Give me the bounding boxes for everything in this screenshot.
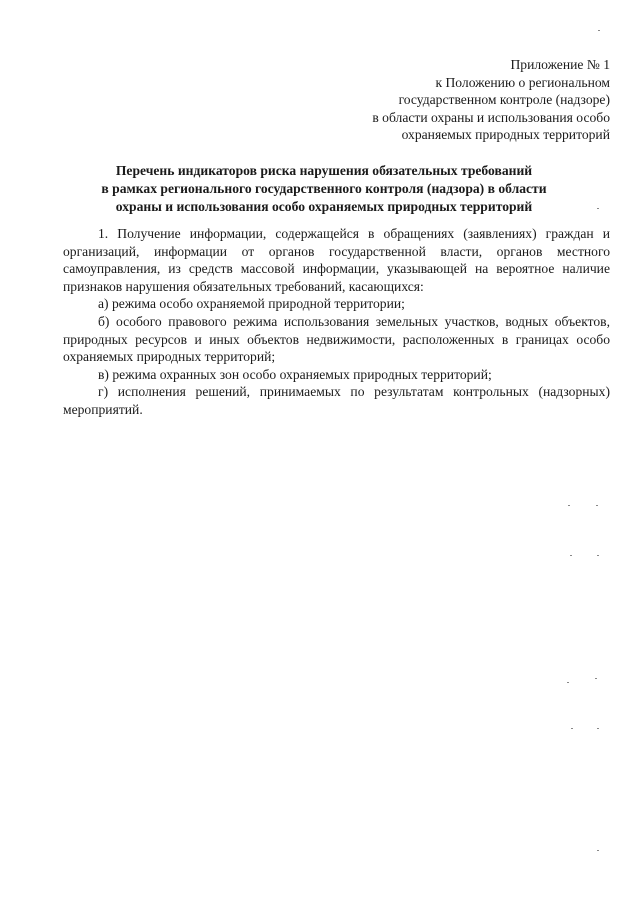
paragraph-1: 1. Получение информации, содержащейся в обращениях (заявлениях) граждан и организаций, информации от органов государственной власти, органов местного самоуправления, из средств массовой информации, указывающей на вероятное наличие признаков нарушения обязательных требований, касающихся: [63, 226, 610, 294]
appendix-header [372, 56, 610, 144]
list-item-v: в) режима охранных зон особо охраняемых природных территорий; [98, 366, 492, 382]
title-line-1: Перечень индикаторов риска нарушения обязательных требований [115, 163, 533, 178]
title-line-3: охраны и использования особо охраняемых природных территорий [115, 199, 533, 214]
list-item-a: а) режима особо охраняемой природной территории; [98, 296, 405, 312]
appendix-line-3: государственном контроле (надзоре) [398, 92, 610, 108]
list-item-g: г) исполнения решений, принимаемых по результатам контрольных (надзорных) мероприятий. [63, 384, 610, 417]
appendix-line-2: к Положению о региональном [435, 74, 610, 90]
appendix-line-4: в области охраны и использования особо [372, 109, 610, 125]
scan-speck [598, 30, 600, 31]
appendix-line-5: охраняемых природных территорий [401, 127, 610, 143]
scan-speck [568, 505, 570, 506]
scan-speck [567, 682, 569, 683]
scan-speck [597, 208, 599, 209]
document-title [60, 162, 588, 216]
scan-speck [595, 678, 597, 679]
appendix-line-1: Приложение № 1 [510, 57, 610, 72]
scan-speck [597, 728, 599, 729]
title-line-2: в рамках регионального государственного контроля (надзора) в области [101, 181, 547, 196]
scan-speck [570, 555, 572, 556]
scan-speck [571, 728, 573, 729]
document-body [63, 225, 610, 419]
scan-speck [596, 505, 598, 506]
scan-speck [597, 555, 599, 556]
list-item-b: б) особого правового режима использования земельных участков, водных объектов, природных ресурсов и иных объектов недвижимости, расположенных в границах особо охраняемых природных территорий; [63, 313, 610, 365]
scan-speck [597, 850, 599, 851]
